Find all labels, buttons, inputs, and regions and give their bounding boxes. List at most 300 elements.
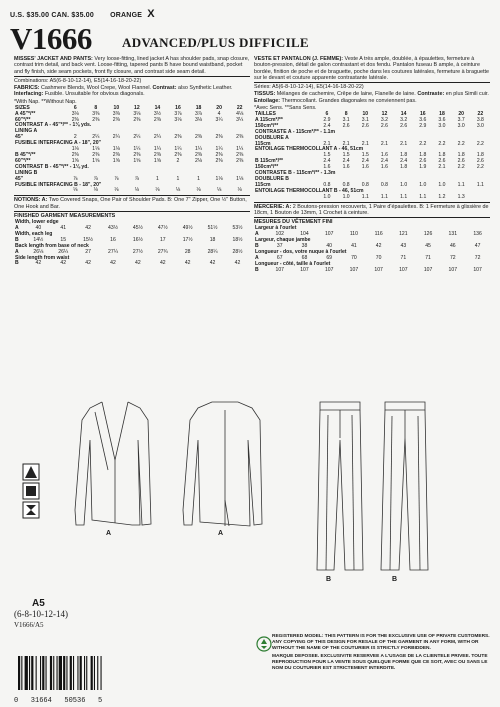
row-label: Width, lower edge — [15, 219, 59, 226]
table-cell: 0.8 — [380, 181, 388, 188]
table-cell: 1.0 — [342, 193, 350, 200]
table-cell: 2.1 — [323, 140, 331, 147]
row-label: B — [15, 236, 19, 243]
row-label: A 45"*/** — [15, 110, 36, 117]
table-cell: 2⅜ — [92, 152, 100, 158]
barcode-digits: 0 31664 50536 5 — [14, 697, 103, 705]
row-label: CONTRAST B - 45"*/** - 1⅛ yd. — [15, 163, 89, 170]
jacket-back-drawing — [183, 402, 262, 526]
en-fabrics-label: FABRICS: — [14, 85, 40, 91]
table-cell: 2⅜ — [236, 157, 244, 164]
table-cell: 3.8 — [476, 116, 484, 123]
fr-interfacing: Thermocollant. — [281, 97, 318, 104]
table-cell: 2.6 — [457, 158, 465, 165]
table-cell: 46 — [449, 243, 456, 250]
table-cell: 27½ — [132, 248, 143, 255]
table-cell: 72 — [474, 254, 481, 261]
price-line — [10, 8, 490, 20]
table-cell: 2.2 — [457, 140, 465, 147]
table-cell: 1.1 — [400, 193, 408, 200]
table-cell: 2⅜ — [215, 134, 223, 141]
barcode-bar — [94, 656, 95, 690]
table-cell: 1⅛ — [71, 146, 79, 153]
table-cell: 3.0 — [438, 122, 446, 129]
row-label: CONTRASTE A - 115cm*/** - 1.1m — [255, 128, 336, 135]
en-unsuitable: Unsuitable for obvious diagonals. — [65, 91, 145, 98]
row-label: A — [255, 254, 259, 261]
table-cell: 2⅜ — [153, 152, 161, 158]
table-cell: 1¼ — [194, 146, 203, 153]
sizes-label: SIZES — [15, 104, 30, 111]
table-cell: 15½ — [83, 236, 94, 243]
table-cell: 3.7 — [457, 116, 465, 123]
barcode-bar — [63, 656, 65, 690]
table-cell: 2⅜ — [92, 116, 100, 123]
label-pants-front: B — [326, 576, 332, 583]
table-cell: 1¼ — [133, 146, 141, 153]
table-cell: 43 — [400, 243, 407, 250]
jacket-front-drawing — [75, 402, 151, 525]
table-cell: 16½ — [132, 236, 143, 243]
row-label: 45" — [15, 134, 24, 141]
table-cell: 71 — [400, 254, 407, 261]
table-cell: 3⅛ — [133, 110, 141, 117]
row-label: ENTOILAGE THERMOCOLLANT B - 46, 51cm — [255, 187, 364, 194]
table-cell: ⅛ — [196, 187, 201, 194]
square-icon — [26, 486, 36, 496]
en-nap-note: *With Nap. **Without Nap. — [14, 98, 77, 105]
table-cell: 1.8 — [400, 152, 408, 159]
row-label: 115cm — [255, 140, 271, 147]
table-cell: 2.2 — [438, 140, 446, 147]
table-cell: 2⅜ — [112, 116, 120, 123]
table-row — [254, 195, 490, 201]
barcode — [14, 654, 144, 705]
table-cell: 2.4 — [342, 158, 350, 165]
table-cell: 3¼ — [236, 116, 244, 123]
row-label — [14, 188, 65, 194]
table-cell: 42 — [234, 260, 241, 267]
difficulty-level: ADVANCED/PLUS DIFFICILE — [122, 35, 309, 50]
en-combinations: Combinations: A5(6-8-10-12-14), E5(14-16-18-20-22) — [14, 77, 142, 84]
table-cell: 2⅜ — [133, 152, 141, 158]
barcode-bar — [97, 656, 98, 690]
table-cell: ⅞ — [93, 175, 98, 182]
row-label: B 115cm*/** — [255, 158, 284, 165]
table-cell: ⅛ — [134, 187, 139, 194]
row-label: DOUBLURE B — [255, 175, 289, 182]
table-cell: 4⅛ — [236, 110, 244, 117]
table-cell: 0.8 — [342, 181, 350, 188]
table-cell: 107 — [423, 266, 433, 273]
row-label: CONTRAST A - 45"*/** - 1⅛ yds. — [15, 122, 92, 129]
en-finished-title: FINISHED GARMENT MEASUREMENTS — [14, 212, 116, 219]
table-row — [14, 261, 250, 267]
table-cell: 18½ — [232, 236, 243, 243]
table-cell: 42 — [159, 260, 166, 267]
table-cell: 1.6 — [380, 164, 388, 171]
size-cell: 18 — [195, 104, 202, 111]
table-cell: 18 — [209, 236, 216, 243]
table-cell: 2.6 — [438, 158, 446, 165]
fr-fabrics: Mélanges de cachemire, Crêpe de laine, Flanelle de laine. — [276, 91, 416, 98]
table-cell: ⅛ — [155, 187, 160, 194]
fr-description: Veste A très ample, doublée, à épaulettes, fermeture à bouton-pression, détail de galon contrastant et dos fendu. Pantalon fuseau B ample, à ceinture bordée, finition de poche et de braguette, poche dans les coutures latérales, fermeture à braguette sur le devant et couture apparente contrastante latérale. — [254, 56, 489, 81]
table-cell: 2⅜ — [215, 157, 223, 164]
envelope-header — [10, 8, 490, 58]
legal-english: REGISTERED MODEL: THIS PATTERN IS FOR THE EXCLUSIVE USE OF PRIVATE CUSTOMERS. ANY COPYING OF THIS DESIGN FOR RESALE OF THE GARMENT IN ANY FORM, WITH OR WITHOUT THE NAME OF THE COUTURIER IS STRICTLY FORBIDDEN. — [272, 634, 490, 651]
row-label: ENTOILAGE THERMOCOLLANT A - 46, 51cm — [255, 146, 364, 153]
table-cell: ⅞ — [134, 175, 139, 182]
table-cell: 3.6 — [419, 116, 427, 123]
table-cell: 38 — [301, 243, 308, 250]
table-cell: 17 — [159, 236, 166, 243]
en-fabrics: Cashmere Blends, Wool Crepe, Wool Flannel. — [40, 85, 152, 91]
barcode-bar — [50, 656, 52, 690]
table-cell: 107 — [275, 266, 284, 273]
table-cell: 17½ — [182, 236, 193, 243]
row-label: A 115cm*/** — [255, 116, 283, 123]
table-cell: 2⅜ — [112, 152, 120, 158]
table-cell: 3⅞ — [174, 110, 182, 117]
fr-measure-table — [254, 226, 490, 273]
table-cell: 1⅝ — [92, 157, 100, 164]
table-cell: 1⅝ — [112, 157, 120, 164]
table-cell: 1.1 — [419, 193, 427, 200]
size-range-block — [14, 598, 154, 638]
table-cell: 1.8 — [419, 152, 427, 159]
row-label: B 45"*/** — [15, 152, 36, 158]
table-cell: 1⅝ — [153, 157, 161, 164]
barcode-bar — [46, 656, 47, 690]
barcode-bar — [59, 656, 62, 690]
english-column — [14, 56, 250, 312]
price-us: U.S. $35.00 — [10, 12, 50, 19]
size-cell: 22 — [236, 104, 243, 111]
price-can: CAN. $35.00 — [51, 12, 94, 19]
table-cell: 1.5 — [361, 152, 369, 159]
table-cell: 14½ — [33, 236, 44, 243]
table-cell: 2¼ — [112, 134, 120, 141]
barcode-bar — [91, 656, 93, 690]
size-cell: 20 — [458, 111, 464, 117]
table-cell: 2.6 — [361, 122, 369, 129]
table-cell: 41 — [351, 243, 357, 250]
table-cell: 45 — [425, 243, 431, 250]
table-cell: 51½ — [207, 225, 218, 231]
table-cell: 116 — [374, 231, 383, 238]
en-interfacing: Fusible. — [44, 91, 64, 98]
table-cell: 2⅜ — [71, 152, 79, 158]
table-cell: 107 — [324, 266, 334, 273]
fr-interfacing-label: Entoilage: — [254, 97, 281, 104]
row-label: A — [15, 225, 19, 231]
table-cell: 49½ — [182, 225, 193, 231]
row-label: FUSIBLE INTERFACING B - 18", 20" — [15, 181, 102, 188]
table-cell: 42 — [110, 260, 116, 267]
sizes-label: TAILLES — [255, 111, 276, 117]
table-cell: 2.6 — [342, 122, 350, 129]
pants-front-drawing — [317, 402, 363, 570]
size-cell: 18 — [439, 111, 445, 117]
table-cell: 1 — [197, 175, 200, 182]
table-cell: 4 — [217, 110, 221, 117]
table-cell: 3½ — [153, 110, 161, 117]
table-cell: 1⅛ — [236, 175, 244, 182]
barcode-bar — [25, 656, 28, 690]
table-cell: 2.4 — [323, 158, 331, 165]
size-cell: 20 — [216, 104, 222, 111]
table-cell: 1⅝ — [71, 157, 79, 164]
table-cell: 107 — [349, 266, 359, 273]
fr-unsuitable: Grandes diagonales ne conviennent pas. — [318, 97, 417, 104]
barcode-bar — [84, 656, 85, 690]
en-title: MISSES' JACKET AND PANTS: — [14, 56, 93, 62]
barcode-bar — [21, 656, 22, 690]
row-label: 60"*/** — [15, 157, 31, 164]
table-cell: 3⅛ — [174, 116, 182, 123]
barcode-bar — [101, 656, 102, 690]
table-cell: 1¼ — [153, 146, 161, 153]
table-cell: 1.6 — [323, 164, 331, 171]
table-cell: ⅞ — [73, 175, 78, 182]
table-cell: 3.1 — [361, 116, 369, 123]
table-cell: 42 — [85, 225, 91, 231]
table-cell: 2⅜ — [194, 134, 203, 141]
table-cell: 3⅜ — [112, 110, 120, 117]
table-cell: 1¼ — [236, 146, 244, 153]
table-cell: 1.0 — [419, 181, 427, 188]
table-cell: 2.1 — [361, 140, 369, 147]
table-cell: 1.1 — [457, 181, 465, 188]
pants-back-drawing — [381, 402, 428, 570]
table-cell: 70 — [375, 254, 382, 261]
label-pants-back: B — [392, 576, 398, 583]
table-cell: 70 — [351, 254, 357, 261]
table-cell: 2 — [176, 157, 180, 164]
fr-combinations: Séries: A5(6-8-10-12-14), E5(14-16-18-20-22) — [254, 84, 364, 90]
table-cell: 1.8 — [476, 152, 484, 159]
table-cell: 1.8 — [457, 152, 465, 159]
table-cell: 3⅛ — [194, 116, 203, 123]
size-range: (6-8-10-12-14) — [14, 609, 68, 619]
table-cell: 2.9 — [419, 122, 427, 129]
table-cell: ⅛ — [73, 187, 78, 194]
table-row — [14, 188, 250, 194]
size-cell: 16 — [175, 104, 181, 111]
table-cell: 1⅝ — [133, 157, 141, 164]
row-label: 115cm — [255, 181, 271, 188]
table-cell: 2⅜ — [236, 134, 244, 141]
table-cell: ⅛ — [93, 187, 98, 194]
table-cell: 2.4 — [323, 122, 331, 129]
legal-french: MARQUE DEPOSEE. EXCLUSIVITE RESERVEE A L'USAGE DE LA CLIENTELE PRIVEE. TOUTE REPRODUCTION POUR LA VENTE SOUS QUELQUE FORME QUE CE SOIT, AVEC OU SANS LE NOM DU COUTURIER EST STRICTEMENT INTERDITE. — [272, 654, 488, 671]
table-cell: 42 — [184, 260, 191, 267]
table-cell: 2.6 — [419, 158, 427, 165]
fr-fabrics-label: TISSUS: — [254, 91, 276, 98]
table-cell: 2¼ — [92, 134, 100, 141]
table-cell: 3¼ — [215, 116, 223, 123]
info-columns — [14, 56, 494, 312]
table-cell: ⅛ — [175, 187, 181, 194]
table-cell: 1.6 — [342, 164, 350, 171]
size-cell: 14 — [154, 104, 161, 111]
size-cell: 12 — [381, 111, 388, 117]
table-cell: 2⅜ — [174, 134, 182, 141]
fr-contrast: en plus Simili cuir. — [445, 91, 489, 98]
row-label: Longueur - côté, taille à l'ourlet — [255, 260, 331, 267]
table-cell: ⅞ — [114, 175, 119, 182]
hourglass-icon-frame — [23, 502, 39, 518]
table-cell: 1 — [176, 175, 180, 182]
size-cell: 22 — [477, 111, 484, 117]
table-cell: 0.8 — [323, 181, 331, 188]
label-jacket-back: A — [218, 530, 224, 537]
barcode-bar — [29, 656, 30, 690]
table-cell: 72 — [449, 254, 456, 261]
fr-notions: 2 Boutons-pression recouverts, 1 Paire d'épaulettes. B: 1 Fermeture à glissière de 18cm, 1 Bouton de 13mm, 1 Crochet à ceinture. — [254, 203, 489, 216]
table-cell: 26¼ — [58, 248, 69, 255]
barcode-bar — [70, 656, 72, 690]
table-cell: 126 — [423, 231, 433, 238]
barcode-bar — [18, 656, 20, 690]
en-description: Very loose-fitting, lined jacket A has shoulder pads, snap closure, contrast trim detail, and back vent. Loose-fitting, tapered pants B have bound waistband, pocket and fly finish, side seam pockets, front fly closure, and contrast side seam detail. — [14, 56, 250, 75]
item-code: V1666/A5 — [14, 621, 44, 629]
table-cell: ⅛ — [114, 187, 119, 194]
table-cell: 1.5 — [342, 152, 350, 159]
row-label: A — [255, 231, 259, 238]
table-cell: 40 — [35, 225, 42, 231]
size-cell: 10 — [113, 104, 120, 111]
table-cell: 45½ — [132, 225, 143, 231]
size-cell: 10 — [362, 111, 369, 117]
size-cell: 8 — [94, 104, 98, 111]
table-cell: 42 — [375, 243, 382, 250]
fr-nap-note: *Avec Sens. **Sans Sens. — [254, 104, 317, 111]
en-notions: Two Covered Snaps, One Pair of Shoulder Pads. B: One 7" Zipper, One ½" Button, One Hook and Bar. — [14, 197, 247, 210]
table-cell: 47½ — [157, 225, 168, 231]
table-cell: 42 — [209, 260, 216, 267]
table-cell: 102 — [275, 231, 284, 238]
table-cell: 41 — [60, 225, 67, 231]
fr-title: VESTE ET PANTALON (J. FEMME): — [254, 56, 344, 62]
table-cell: 2.2 — [476, 140, 484, 147]
table-cell: 2.6 — [380, 122, 388, 129]
size-cell: 14 — [400, 111, 407, 117]
table-cell: 42 — [35, 260, 42, 267]
table-cell: 2 — [73, 134, 77, 141]
table-cell: 27¼ — [108, 248, 118, 255]
barcode-bar — [40, 656, 41, 690]
barcode-bar — [42, 656, 44, 690]
row-label: Largeur, chaque jambe — [255, 237, 311, 244]
table-cell: 3⅛ — [71, 110, 79, 117]
table-cell: 1.0 — [323, 193, 331, 200]
barcode-bar — [36, 656, 37, 690]
table-cell: 121 — [399, 231, 408, 238]
legal-notice — [272, 634, 490, 698]
table-cell: 15 — [60, 236, 67, 243]
table-cell: 107 — [448, 266, 458, 273]
size-cell: 12 — [134, 104, 140, 111]
row-label: Largeur à l'ourlet — [255, 225, 297, 232]
row-label: 45" — [15, 175, 24, 182]
table-cell: 2.2 — [419, 140, 427, 147]
table-cell: 2.2 — [476, 164, 484, 171]
row-label: Longueur - dos, votre nuque à l'ourlet — [255, 248, 347, 255]
barcode-bar — [66, 656, 67, 690]
table-cell: 69 — [326, 254, 333, 261]
table-cell: 2.6 — [476, 158, 484, 165]
table-cell: 1 — [156, 175, 159, 182]
table-cell: 40 — [326, 243, 333, 250]
table-cell: ⅛ — [237, 187, 242, 194]
table-row — [254, 268, 490, 274]
row-label: B — [255, 266, 259, 273]
table-cell: 0.8 — [361, 181, 369, 188]
row-label: CONTRASTE B - 115cm*/** - 1.3m — [255, 170, 336, 177]
table-cell: 2¼ — [133, 134, 141, 141]
table-cell: 71 — [425, 254, 431, 261]
line-drawings — [20, 320, 480, 590]
table-cell: 104 — [300, 231, 309, 238]
table-cell: 2.4 — [400, 158, 408, 165]
table-cell: 1.0 — [400, 181, 408, 188]
table-cell: 1.6 — [380, 152, 388, 159]
table-cell: 2⅜ — [174, 152, 182, 158]
table-cell: 107 — [300, 266, 309, 273]
table-cell: 2.6 — [400, 122, 408, 129]
barcode-bar — [57, 656, 58, 690]
table-cell: 136 — [473, 231, 482, 238]
table-cell: 131 — [448, 231, 458, 238]
barcode-bars — [14, 654, 144, 692]
table-cell: 42 — [85, 260, 91, 267]
table-cell: 2⅜ — [194, 152, 203, 158]
table-cell: 2.4 — [361, 158, 369, 165]
table-cell: 37 — [276, 243, 283, 250]
size-cell: 6 — [73, 104, 77, 111]
barcode-bar — [77, 656, 78, 690]
table-cell: 1.2 — [438, 193, 446, 200]
table-cell: 1.9 — [419, 164, 427, 171]
barcode-bar — [53, 656, 54, 690]
table-cell: 3.0 — [457, 122, 465, 129]
label-jacket-front: A — [106, 530, 112, 537]
row-label: LINING A — [15, 128, 38, 135]
table-cell: 2.1 — [438, 164, 446, 171]
barcode-bar — [31, 656, 33, 690]
recycle-icon — [256, 636, 272, 652]
table-cell: 1.8 — [438, 152, 446, 159]
row-label: Side length from waist — [15, 254, 70, 261]
barcode-bar — [73, 656, 74, 690]
table-cell: 1.5 — [323, 152, 331, 159]
table-cell: 1.3 — [457, 193, 465, 200]
table-cell: 2⅜ — [71, 116, 79, 123]
row-label: B — [255, 243, 259, 250]
table-cell: 3⅜ — [92, 110, 100, 117]
barcode-bar — [86, 656, 87, 690]
garment-illustrations — [20, 320, 480, 590]
table-cell: 28 — [184, 248, 191, 255]
table-cell: 1¼ — [215, 146, 223, 153]
en-contrast-label: Contrast: — [152, 85, 177, 91]
table-cell: 2⅜ — [215, 152, 223, 158]
table-cell: 1.6 — [361, 164, 369, 171]
table-cell — [471, 195, 490, 201]
row-label: LINING B — [15, 169, 38, 176]
